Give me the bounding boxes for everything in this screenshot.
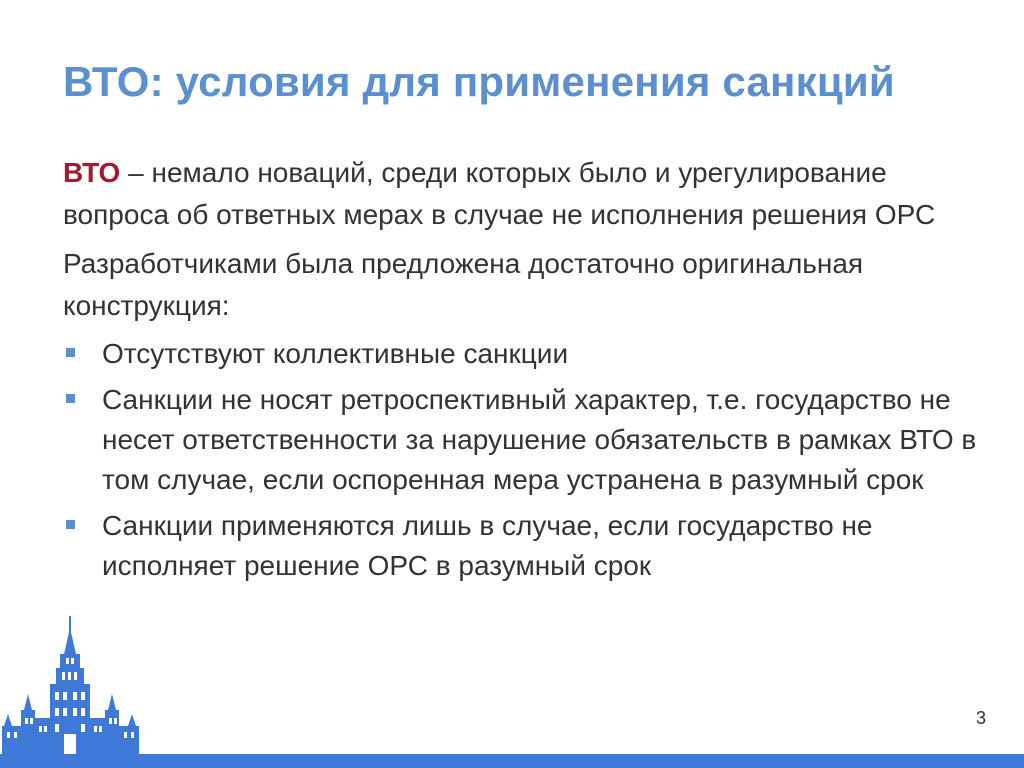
paragraph-intro [63,152,983,236]
square-bullet-icon [66,394,75,403]
slide-body [63,152,983,592]
slide-title: ВТО: условия для применения санкций [63,58,895,105]
bullet-list [63,334,983,586]
paragraph-text: Разработчиками была предложена достаточно оригинальная конструкция: [63,248,864,321]
bullet-item [63,380,983,500]
bullet-item [63,506,983,586]
square-bullet-icon [66,348,75,357]
paragraph-construction [63,243,983,327]
bullet-item [63,334,983,374]
paragraph-lead-wto: ВТО [63,157,121,188]
square-bullet-icon [66,520,75,529]
bullet-text: Санкции применяются лишь в случае, если государство не исполняет решение ОРС в разумный срок [102,510,873,581]
paragraph-text: – немало новаций, среди которых было и урегулирование вопроса об ответных мерах в случае не исполнения решения ОРС [63,157,936,230]
footer-bar [0,754,1024,768]
bullet-text: Отсутствуют коллективные санкции [102,338,569,369]
bullet-text: Санкции не носят ретроспективный характер, т.е. государство не несет ответственности за нарушение обязательств в рамках ВТО в том случае, если оспоренная мера устранена в разумный срок [102,384,977,495]
page-number: 3 [975,708,986,728]
university-building-icon [0,614,140,754]
